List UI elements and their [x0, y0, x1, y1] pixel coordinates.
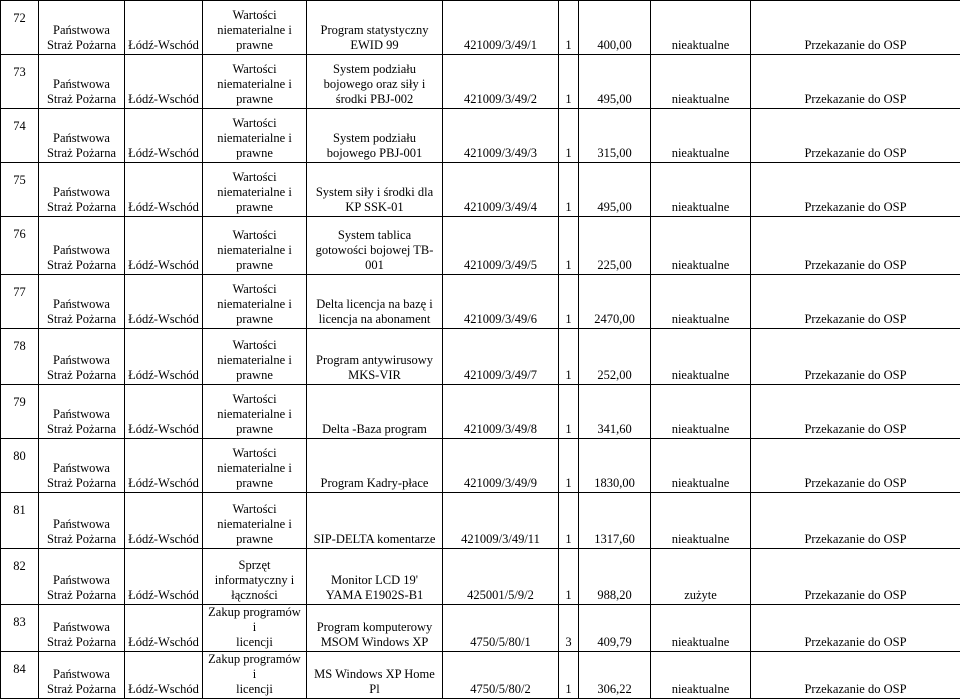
owner-cell-line: Straż Pożarna	[41, 92, 122, 107]
destination-cell: Przekazanie do OSP	[751, 1, 960, 55]
owner-cell-line: Straż Pożarna	[41, 422, 122, 437]
destination-cell: Przekazanie do OSP	[751, 605, 960, 652]
category-cell-line: Wartości	[205, 116, 304, 131]
row-number: 79	[1, 385, 39, 439]
row-number: 78	[1, 329, 39, 385]
category-cell-line: prawne	[205, 200, 304, 215]
category-cell-line: Wartości	[205, 62, 304, 77]
owner-cell	[39, 217, 125, 275]
quantity-cell: 1	[559, 109, 579, 163]
owner-cell	[39, 385, 125, 439]
status-cell: nieaktualne	[651, 1, 751, 55]
status-cell: nieaktualne	[651, 163, 751, 217]
owner-cell-line: Państwowa	[41, 131, 122, 146]
table-row	[1, 439, 960, 493]
inventory-number-cell: 421009/3/49/9	[443, 439, 559, 493]
category-cell-line: niematerialne i	[205, 131, 304, 146]
owner-cell	[39, 163, 125, 217]
owner-cell-line: Straż Pożarna	[41, 146, 122, 161]
category-cell-line: niematerialne i	[205, 77, 304, 92]
unit-cell: Łódź-Wschód	[125, 605, 203, 652]
owner-cell-line: Straż Pożarna	[41, 588, 122, 603]
category-cell-line: Wartości	[205, 8, 304, 23]
table-row	[1, 605, 960, 652]
category-cell	[203, 439, 307, 493]
item-name-cell-line: System podziału	[309, 62, 440, 77]
item-name-cell-line: środki PBJ-002	[309, 92, 440, 107]
owner-cell	[39, 605, 125, 652]
owner-cell	[39, 55, 125, 109]
category-cell-line: prawne	[205, 312, 304, 327]
category-cell-line: Wartości	[205, 170, 304, 185]
category-cell-line: niematerialne i	[205, 517, 304, 532]
unit-cell: Łódź-Wschód	[125, 493, 203, 549]
owner-cell	[39, 1, 125, 55]
owner-cell-line: Państwowa	[41, 461, 122, 476]
owner-cell-line: Państwowa	[41, 620, 122, 635]
inventory-number-cell: 421009/3/49/8	[443, 385, 559, 439]
inventory-number-cell: 4750/5/80/2	[443, 652, 559, 699]
category-cell	[203, 163, 307, 217]
destination-cell: Przekazanie do OSP	[751, 385, 960, 439]
category-cell	[203, 385, 307, 439]
value-cell: 1830,00	[579, 439, 651, 493]
category-cell-line: niematerialne i	[205, 185, 304, 200]
row-number: 83	[1, 605, 39, 652]
item-name-cell-line: SIP-DELTA komentarze	[309, 532, 440, 547]
value-cell: 988,20	[579, 549, 651, 605]
unit-cell: Łódź-Wschód	[125, 385, 203, 439]
destination-cell: Przekazanie do OSP	[751, 329, 960, 385]
value-cell: 409,79	[579, 605, 651, 652]
category-cell-line: prawne	[205, 38, 304, 53]
owner-cell-line: Straż Pożarna	[41, 258, 122, 273]
category-cell-line: łączności	[205, 588, 304, 603]
table-row	[1, 217, 960, 275]
item-name-cell	[307, 605, 443, 652]
table-row	[1, 109, 960, 163]
category-cell	[203, 605, 307, 652]
owner-cell-line: Straż Pożarna	[41, 312, 122, 327]
quantity-cell: 1	[559, 329, 579, 385]
owner-cell-line: Państwowa	[41, 243, 122, 258]
item-name-cell-line: 001	[309, 258, 440, 273]
inventory-number-cell: 4750/5/80/1	[443, 605, 559, 652]
item-name-cell-line: Program statystyczny	[309, 23, 440, 38]
unit-cell: Łódź-Wschód	[125, 439, 203, 493]
owner-cell	[39, 549, 125, 605]
owner-cell-line: Straż Pożarna	[41, 38, 122, 53]
inventory-number-cell: 421009/3/49/6	[443, 275, 559, 329]
category-cell-line: niematerialne i	[205, 407, 304, 422]
row-number: 76	[1, 217, 39, 275]
row-number: 82	[1, 549, 39, 605]
unit-cell: Łódź-Wschód	[125, 163, 203, 217]
destination-cell: Przekazanie do OSP	[751, 55, 960, 109]
category-cell-line: prawne	[205, 532, 304, 547]
row-number: 74	[1, 109, 39, 163]
owner-cell-line: Państwowa	[41, 573, 122, 588]
owner-cell	[39, 329, 125, 385]
category-cell-line: Sprzęt	[205, 558, 304, 573]
category-cell-line: prawne	[205, 422, 304, 437]
quantity-cell: 1	[559, 385, 579, 439]
category-cell-line: prawne	[205, 146, 304, 161]
status-cell: nieaktualne	[651, 329, 751, 385]
quantity-cell: 1	[559, 652, 579, 699]
category-cell	[203, 109, 307, 163]
item-name-cell	[307, 275, 443, 329]
category-cell	[203, 329, 307, 385]
row-number: 80	[1, 439, 39, 493]
value-cell: 341,60	[579, 385, 651, 439]
item-name-cell-line: YAMA E1902S-B1	[309, 588, 440, 603]
category-cell	[203, 652, 307, 699]
table-row	[1, 493, 960, 549]
item-name-cell	[307, 1, 443, 55]
inventory-number-cell: 421009/3/49/4	[443, 163, 559, 217]
quantity-cell: 1	[559, 275, 579, 329]
inventory-number-cell: 421009/3/49/5	[443, 217, 559, 275]
owner-cell	[39, 275, 125, 329]
value-cell: 306,22	[579, 652, 651, 699]
table-row	[1, 549, 960, 605]
inventory-number-cell: 421009/3/49/7	[443, 329, 559, 385]
category-cell-line: Wartości	[205, 502, 304, 517]
quantity-cell: 1	[559, 217, 579, 275]
item-name-cell-line: Program Kadry-płace	[309, 476, 440, 491]
category-cell-line: Wartości	[205, 392, 304, 407]
category-cell-line: prawne	[205, 92, 304, 107]
value-cell: 2470,00	[579, 275, 651, 329]
table-row	[1, 385, 960, 439]
table-row	[1, 275, 960, 329]
category-cell	[203, 1, 307, 55]
owner-cell-line: Państwowa	[41, 407, 122, 422]
item-name-cell	[307, 549, 443, 605]
unit-cell: Łódź-Wschód	[125, 1, 203, 55]
status-cell: nieaktualne	[651, 109, 751, 163]
quantity-cell: 1	[559, 493, 579, 549]
quantity-cell: 1	[559, 163, 579, 217]
owner-cell	[39, 439, 125, 493]
inventory-number-cell: 421009/3/49/1	[443, 1, 559, 55]
row-number: 81	[1, 493, 39, 549]
category-cell-line: niematerialne i	[205, 243, 304, 258]
category-cell	[203, 275, 307, 329]
item-name-cell-line: Pl	[309, 682, 440, 697]
item-name-cell	[307, 109, 443, 163]
value-cell: 225,00	[579, 217, 651, 275]
item-name-cell	[307, 329, 443, 385]
status-cell: nieaktualne	[651, 652, 751, 699]
row-number: 77	[1, 275, 39, 329]
item-name-cell-line: System podziału	[309, 131, 440, 146]
status-cell: nieaktualne	[651, 605, 751, 652]
quantity-cell: 1	[559, 1, 579, 55]
item-name-cell-line: System tablica	[309, 228, 440, 243]
item-name-cell-line: EWID 99	[309, 38, 440, 53]
inventory-number-cell: 421009/3/49/11	[443, 493, 559, 549]
item-name-cell	[307, 55, 443, 109]
value-cell: 315,00	[579, 109, 651, 163]
value-cell: 252,00	[579, 329, 651, 385]
owner-cell	[39, 493, 125, 549]
status-cell: nieaktualne	[651, 493, 751, 549]
owner-cell-line: Straż Pożarna	[41, 476, 122, 491]
item-name-cell	[307, 439, 443, 493]
status-cell: nieaktualne	[651, 55, 751, 109]
item-name-cell-line: Program komputerowy	[309, 620, 440, 635]
owner-cell-line: Państwowa	[41, 517, 122, 532]
owner-cell-line: Państwowa	[41, 297, 122, 312]
row-number: 72	[1, 1, 39, 55]
category-cell-line: niematerialne i	[205, 461, 304, 476]
item-name-cell-line: gotowości bojowej TB-	[309, 243, 440, 258]
unit-cell: Łódź-Wschód	[125, 652, 203, 699]
value-cell: 400,00	[579, 1, 651, 55]
item-name-cell	[307, 652, 443, 699]
category-cell-line: prawne	[205, 476, 304, 491]
row-number: 73	[1, 55, 39, 109]
item-name-cell	[307, 217, 443, 275]
category-cell-line: niematerialne i	[205, 297, 304, 312]
item-name-cell-line: MKS-VIR	[309, 368, 440, 383]
status-cell: nieaktualne	[651, 439, 751, 493]
item-name-cell-line: licencja na abonament	[309, 312, 440, 327]
item-name-cell-line: Program antywirusowy	[309, 353, 440, 368]
category-cell	[203, 493, 307, 549]
value-cell: 1317,60	[579, 493, 651, 549]
quantity-cell: 1	[559, 55, 579, 109]
item-name-cell-line: MSOM Windows XP	[309, 635, 440, 650]
destination-cell: Przekazanie do OSP	[751, 217, 960, 275]
status-cell: nieaktualne	[651, 275, 751, 329]
category-cell	[203, 55, 307, 109]
category-cell	[203, 549, 307, 605]
category-cell-line: Zakup programów i	[205, 652, 304, 682]
destination-cell: Przekazanie do OSP	[751, 163, 960, 217]
owner-cell-line: Państwowa	[41, 667, 122, 682]
table-row	[1, 163, 960, 217]
item-name-cell	[307, 163, 443, 217]
inventory-number-cell: 425001/5/9/2	[443, 549, 559, 605]
status-cell: nieaktualne	[651, 217, 751, 275]
owner-cell-line: Straż Pożarna	[41, 532, 122, 547]
item-name-cell-line: KP SSK-01	[309, 200, 440, 215]
category-cell-line: prawne	[205, 258, 304, 273]
category-cell-line: Wartości	[205, 338, 304, 353]
owner-cell-line: Straż Pożarna	[41, 200, 122, 215]
quantity-cell: 3	[559, 605, 579, 652]
owner-cell-line: Straż Pożarna	[41, 368, 122, 383]
unit-cell: Łódź-Wschód	[125, 275, 203, 329]
status-cell: zużyte	[651, 549, 751, 605]
item-name-cell-line: Delta licencja na bazę i	[309, 297, 440, 312]
table-row	[1, 55, 960, 109]
category-cell-line: niematerialne i	[205, 353, 304, 368]
table-row	[1, 329, 960, 385]
row-number: 84	[1, 652, 39, 699]
unit-cell: Łódź-Wschód	[125, 549, 203, 605]
destination-cell: Przekazanie do OSP	[751, 652, 960, 699]
category-cell-line: niematerialne i	[205, 23, 304, 38]
owner-cell	[39, 109, 125, 163]
inventory-number-cell: 421009/3/49/2	[443, 55, 559, 109]
category-cell-line: licencji	[205, 635, 304, 650]
unit-cell: Łódź-Wschód	[125, 329, 203, 385]
row-number: 75	[1, 163, 39, 217]
destination-cell: Przekazanie do OSP	[751, 549, 960, 605]
category-cell-line: Wartości	[205, 446, 304, 461]
status-cell: nieaktualne	[651, 385, 751, 439]
quantity-cell: 1	[559, 439, 579, 493]
category-cell-line: Wartości	[205, 282, 304, 297]
value-cell: 495,00	[579, 55, 651, 109]
item-name-cell-line: System siły i środki dla	[309, 185, 440, 200]
item-name-cell-line: bojowego oraz siły i	[309, 77, 440, 92]
item-name-cell	[307, 493, 443, 549]
unit-cell: Łódź-Wschód	[125, 217, 203, 275]
owner-cell-line: Straż Pożarna	[41, 635, 122, 650]
destination-cell: Przekazanie do OSP	[751, 275, 960, 329]
destination-cell: Przekazanie do OSP	[751, 493, 960, 549]
value-cell: 495,00	[579, 163, 651, 217]
category-cell-line: Zakup programów i	[205, 605, 304, 635]
category-cell	[203, 217, 307, 275]
quantity-cell: 1	[559, 549, 579, 605]
owner-cell-line: Państwowa	[41, 23, 122, 38]
destination-cell: Przekazanie do OSP	[751, 439, 960, 493]
inventory-number-cell: 421009/3/49/3	[443, 109, 559, 163]
owner-cell-line: Państwowa	[41, 77, 122, 92]
category-cell-line: Wartości	[205, 228, 304, 243]
category-cell-line: informatyczny i	[205, 573, 304, 588]
owner-cell	[39, 652, 125, 699]
table-row	[1, 1, 960, 55]
unit-cell: Łódź-Wschód	[125, 109, 203, 163]
item-name-cell-line: bojowego PBJ-001	[309, 146, 440, 161]
owner-cell-line: Straż Pożarna	[41, 682, 122, 697]
item-name-cell-line: Delta -Baza program	[309, 422, 440, 437]
category-cell-line: prawne	[205, 368, 304, 383]
item-name-cell-line: MS Windows XP Home	[309, 667, 440, 682]
destination-cell: Przekazanie do OSP	[751, 109, 960, 163]
unit-cell: Łódź-Wschód	[125, 55, 203, 109]
category-cell-line: licencji	[205, 682, 304, 697]
item-name-cell-line: Monitor LCD 19'	[309, 573, 440, 588]
owner-cell-line: Państwowa	[41, 353, 122, 368]
item-name-cell	[307, 385, 443, 439]
owner-cell-line: Państwowa	[41, 185, 122, 200]
table-row	[1, 652, 960, 699]
